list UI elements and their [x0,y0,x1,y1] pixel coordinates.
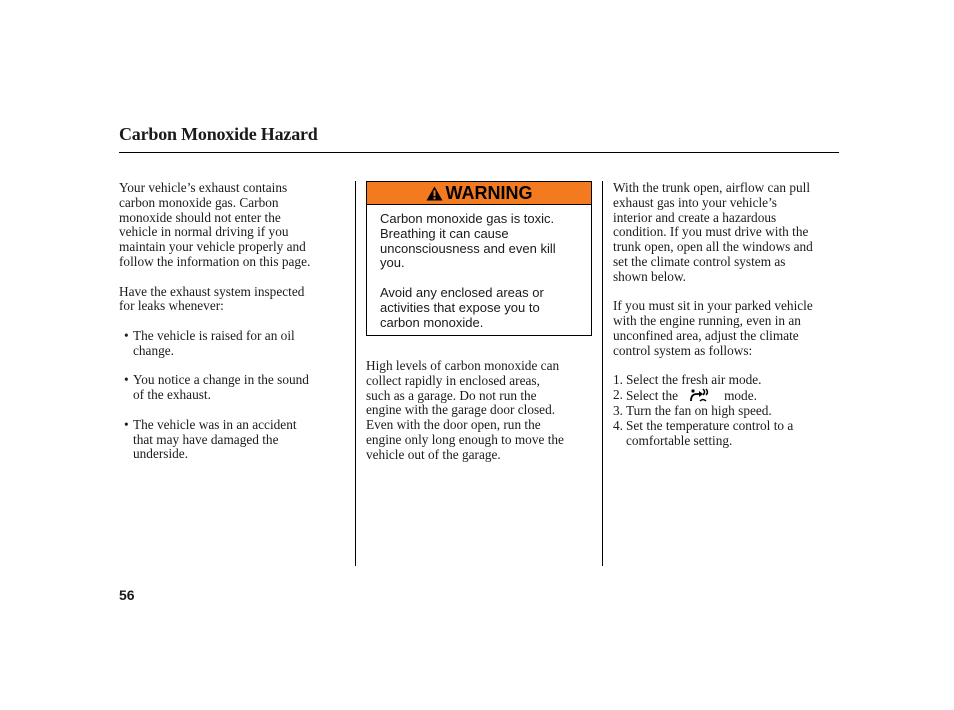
parked-paragraph: If you must sit in your parked vehicle with the engine running, even in an unconfined area, adjust the climate control system as follows: [613,298,813,358]
page-number: 56 [119,587,135,603]
warning-label: WARNING [445,182,533,203]
list-item: 3. Turn the fan on high speed. [613,402,772,418]
warning-triangle-icon [426,186,443,201]
warning-body [367,205,591,330]
inspection-lead: Have the exhaust system inspected for leaks whenever: [119,283,305,314]
warning-text-avoid: Avoid any enclosed areas or activities that expose you to carbon monoxide. [380,284,544,330]
list-item: • You notice a change in the sound of the exhaust. [124,372,309,403]
column-divider-left [355,181,356,566]
column-left [119,181,344,462]
warning-text-toxic: Carbon monoxide gas is toxic. Breathing it can cause unconsciousness and even kill you. [380,211,556,271]
bullet-icon: • [124,372,129,388]
garage-paragraph: High levels of carbon monoxide can collect rapidly in enclosed areas, such as a garage. Do not run the engine with the garage door closed. Even with the door open, run the engine only long enough to move the vehicle out of the garage. [366,358,564,462]
warning-header [367,182,591,205]
bullet-icon: • [124,416,129,432]
list-item: 1. Select the fresh air mode. [613,372,762,388]
title-rule [119,152,839,153]
column-right [613,181,845,448]
column-divider-right [602,181,603,566]
climate-mode-icon [688,388,710,402]
column-middle [366,359,596,463]
bullet-icon: • [124,327,129,343]
trunk-paragraph: With the trunk open, airflow can pull exhaust gas into your vehicle’s interior and create a hazardous condition. If you must drive with the trunk open, open all the windows and set the climate control system as shown below. [613,180,813,284]
intro-paragraph: Your vehicle’s exhaust contains carbon monoxide gas. Carbon monoxide should not enter the vehicle in normal driving if you maintain your vehicle properly and follow the information on this page. [119,180,311,269]
warning-box [366,181,592,336]
list-item: 4. Set the temperature control to a comfortable setting. [613,417,794,448]
list-item: • The vehicle was in an accident that may have damaged the underside. [124,416,297,462]
list-item: • The vehicle is raised for an oil change. [124,327,295,358]
list-item: 2. Select the mode. [613,387,757,404]
page-title: Carbon Monoxide Hazard [119,124,318,144]
